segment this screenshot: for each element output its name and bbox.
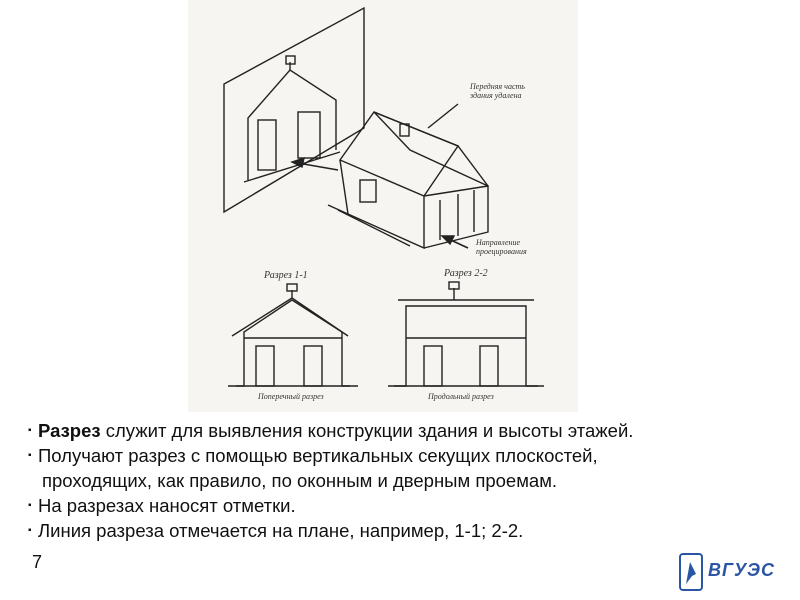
house-section-drawing (188, 0, 578, 412)
logo-emblem-icon (678, 552, 706, 592)
page-number: 7 (32, 552, 43, 572)
section-1-1-drawing (228, 284, 358, 386)
3d-house (328, 112, 488, 248)
university-logo (678, 552, 788, 592)
section-2-2-drawing (388, 282, 544, 386)
plane-house-projection (244, 56, 340, 182)
bullet-item: ▪ Разрез служит для выявления конструкции здания и высоты этажей. (28, 420, 634, 441)
bullet-marker: ▪ (28, 500, 32, 511)
bullet-item: ▪ Получают разрез с помощью вертикальных секущих плоскостей, (28, 445, 598, 466)
label-section-2-2: Разрез 2-2 (444, 268, 488, 279)
caption-cross-section: Поперечный разрез (258, 392, 324, 401)
bullet-continuation: проходящих, как правило, по оконным и дверным проемам. (42, 470, 558, 491)
caption-longitudinal-section: Продольный разрез (428, 392, 494, 401)
label-front-part: Передняя часть здания удалена (470, 82, 525, 100)
logo-text: ВГУЭС (708, 560, 775, 580)
bullet-list (28, 418, 768, 543)
bullet-marker: ▪ (28, 525, 32, 536)
bullet-item: ▪ Линия разреза отмечается на плане, например, 1-1; 2-2. (28, 520, 524, 541)
label-projection-direction: Направление проецирования (476, 238, 527, 256)
bullet-item: ▪ На разрезах наносят отметки. (28, 495, 296, 516)
bullet-marker: ▪ (28, 450, 32, 461)
bullet-marker: ▪ (28, 425, 32, 436)
section-illustration (188, 0, 578, 412)
label-section-1-1: Разрез 1-1 (264, 270, 308, 281)
